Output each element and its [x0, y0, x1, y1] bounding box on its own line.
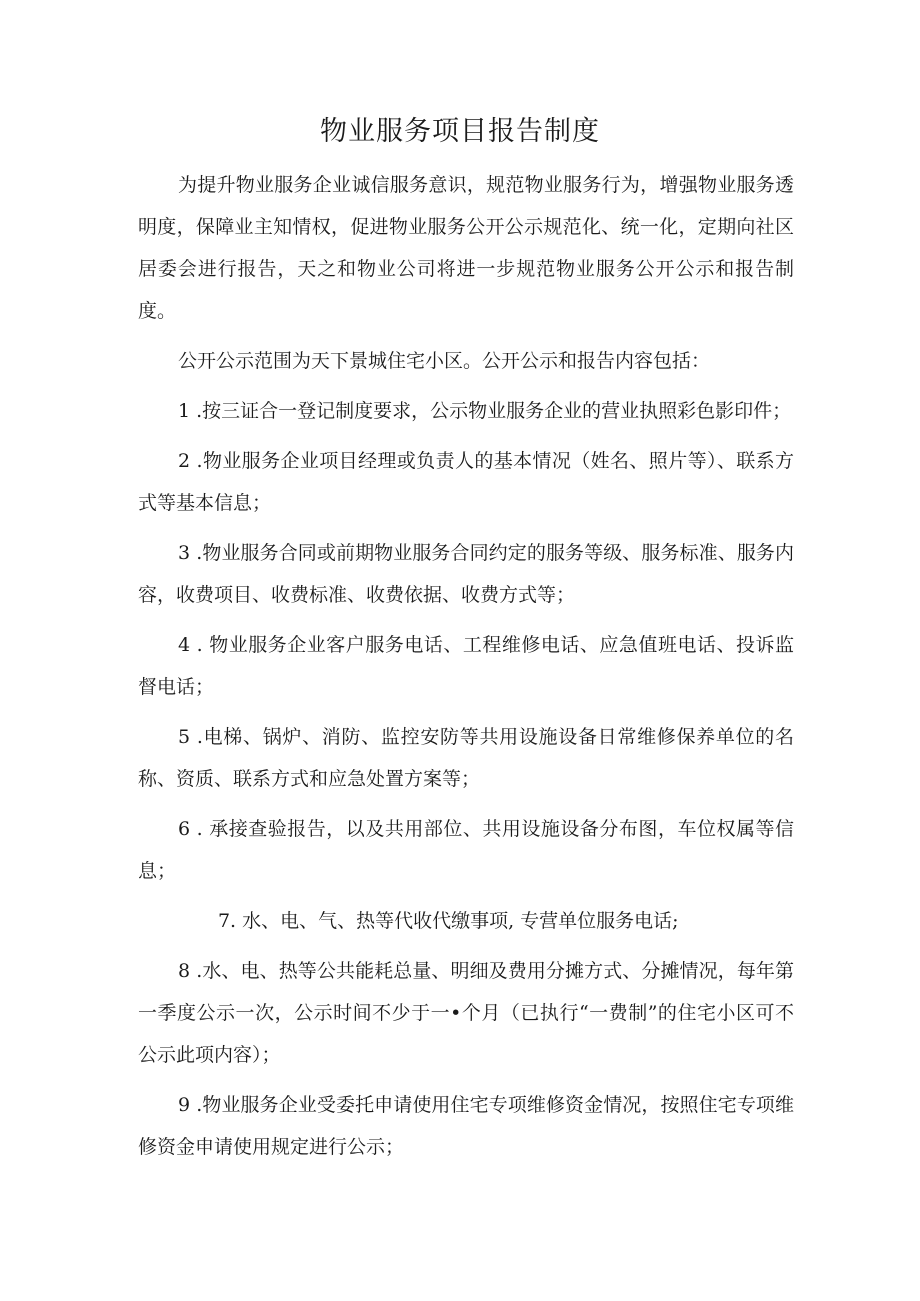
item-number: 5: [178, 726, 191, 748]
list-item: [138, 808, 794, 892]
scope-paragraph: 公开公示范围为天下景城住宅小区。公开公示和报告内容包括：: [178, 350, 711, 372]
list-item: [138, 532, 794, 616]
item-number: 1: [178, 400, 191, 422]
item-number: 3: [178, 542, 191, 564]
list-item: [138, 950, 794, 1076]
item-text: . 承接查验报告，以及共用部位、共用设施设备分布图，车位权属等信息；: [138, 818, 794, 882]
list-item: [138, 1084, 794, 1168]
item-text: .物业服务企业项目经理或负责人的基本情况（姓名、照片等）、联系方式等基本信息；: [138, 450, 795, 514]
list-item: [138, 624, 794, 708]
intro-paragraph: 为提升物业服务企业诚信服务意识，规范物业服务行为，增强物业服务透明度，保障业主知情权，促进物业服务公开公示规范化、统一化，定期向社区居委会进行报告，天之和物业公司将进一步规范物业服务公开公示和报告制度。: [138, 174, 794, 322]
item-number: 2: [178, 450, 191, 472]
item-text: .电梯、锅炉、消防、监控安防等共用设施设备日常维修保养单位的名称、资质、联系方式和应急处置方案等；: [138, 726, 794, 790]
item-text: .物业服务合同或前期物业服务合同约定的服务等级、服务标准、服务内容，收费项目、收费标准、收费依据、收费方式等；: [138, 542, 795, 606]
list-item: [138, 440, 794, 524]
item-text: .水、电、热等公共能耗总量、明细及费用分摊方式、分摊情况，每年第一季度公示一次，公示时间不少于一•个月（已执行“一费制”的住宅小区可不公示此项内容）；: [138, 960, 795, 1066]
item-number: 9: [178, 1094, 191, 1116]
item-number: 7: [218, 910, 231, 932]
item-number: 4: [178, 634, 191, 656]
list-item: [138, 900, 794, 942]
list-item: [138, 716, 794, 800]
document-body: [138, 164, 794, 1168]
document-title: 物业服务项目报告制度: [320, 116, 600, 147]
list-item: [138, 390, 794, 432]
item-number: 6: [178, 818, 191, 840]
item-text: .按三证合一登记制度要求，公示物业服务企业的营业执照彩色影印件；: [196, 400, 792, 422]
item-number: 8: [178, 960, 191, 982]
item-text: . 水、电、气、热等代收代缴事项, 专营单位服务电话;: [230, 910, 679, 932]
item-text: . 物业服务企业客户服务电话、工程维修电话、应急值班电话、投诉监督电话；: [138, 634, 794, 698]
item-text: .物业服务企业受委托申请使用住宅专项维修资金情况，按照住宅专项维修资金申请使用规定进行公示；: [138, 1094, 795, 1158]
